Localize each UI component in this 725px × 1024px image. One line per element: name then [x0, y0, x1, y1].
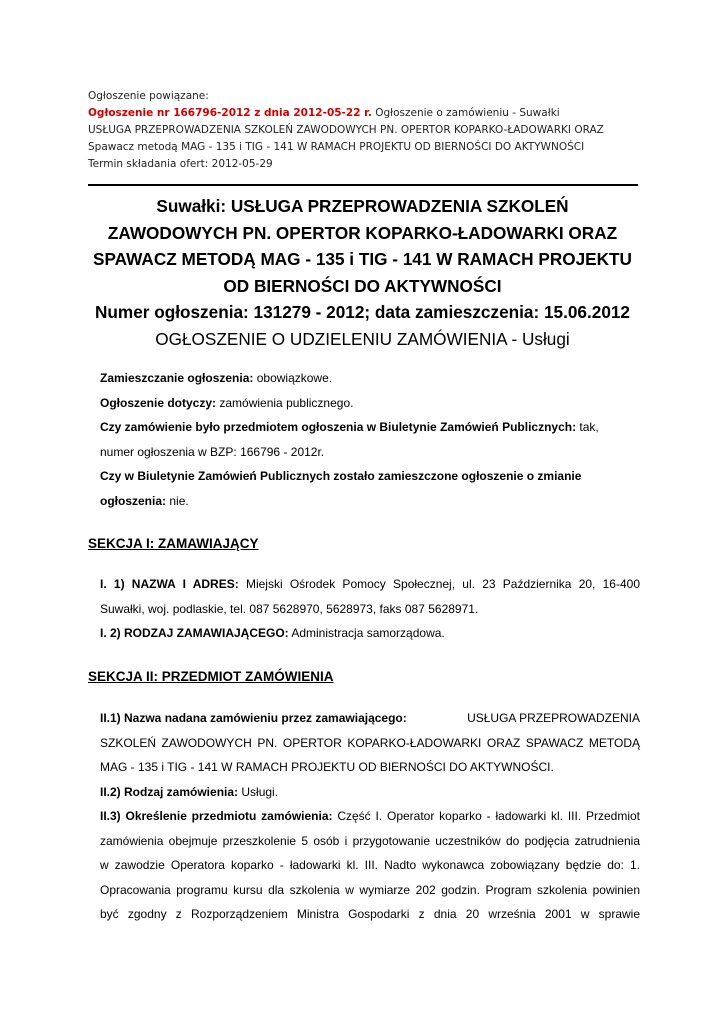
contracting-type [100, 621, 640, 646]
section-2-body [100, 706, 640, 927]
contract-name-label: II.1) Nazwa nadana zamówieniu przez zamawiającego: [100, 711, 407, 725]
contract-subject [100, 804, 640, 829]
section-1-body [100, 572, 640, 646]
contract-type-value: Usługi. [238, 784, 279, 799]
contract-subject-line-2: zamówienia obejmuje przeszkolenie 5 osób i przygotowanie uczestników do podjęcia zatrudnienia [100, 833, 640, 848]
field-publication-value: obowiązkowe. [253, 371, 333, 385]
field-bzp-number: numer ogłoszenia w BZP: 166796 - 2012r. [100, 444, 325, 459]
section-1-heading: SEKCJA I: ZAMAWIAJĄCY [88, 536, 259, 551]
related-line-2: USŁUGA PRZEPROWADZENIA SZKOLEŃ ZAWODOWYCH PN. OPERTOR KOPARKO-ŁADOWARKI ORAZ [88, 124, 604, 136]
related-line-1-rest: Ogłoszenie o zamówieniu - Suwałki [371, 107, 560, 119]
field-change [100, 489, 640, 514]
intro-fields [100, 366, 640, 513]
name-address-value: Miejski Ośrodek Pomocy Społecznej, ul. 23 Października 20, 16-400 [238, 577, 640, 591]
contract-name [100, 706, 640, 731]
related-line-3: Spawacz metodą MAG - 135 i TIG - 141 W RAMACH PROJEKTU OD BIERNOŚCI DO AKTYWNOŚCI [88, 141, 585, 153]
related-label: Ogłoszenie powiązane: [88, 90, 209, 102]
title-line-3: SPAWACZ METODĄ MAG - 135 i TIG - 141 W RAMACH PROJEKTU [93, 249, 632, 269]
title-line-2: ZAWODOWYCH PN. OPERTOR KOPARKO-ŁADOWARKI ORAZ [107, 222, 618, 243]
field-bzp-label: Czy zamówienie było przedmiotem ogłoszenia w Biuletynie Zamówień Publicznych: [100, 420, 577, 434]
page-title [70, 193, 655, 352]
field-change-label: Czy w Biuletynie Zamówień Publicznych zostało zamieszczone ogłoszenie o zmianie [100, 469, 582, 483]
field-concerns [100, 391, 640, 416]
section-2-heading: SEKCJA II: PRZEDMIOT ZAMÓWIENIA [88, 669, 334, 684]
contract-type [100, 780, 640, 805]
field-change-value: nie. [166, 493, 189, 508]
field-concerns-label: Ogłoszenie dotyczy: [100, 395, 217, 410]
field-publication-label: Zamieszczanie ogłoszenia: [100, 371, 254, 385]
name-address-line-2: Suwałki, woj. podlaskie, tel. 087 5628970, 5628973, faks 087 5628971. [100, 601, 479, 616]
field-change-label-2: ogłoszenia: [100, 493, 167, 508]
contract-subject-value: Część I. Operator koparko - ładowarki kl. III. Przedmiot [332, 809, 640, 823]
field-change-label-line1 [100, 464, 640, 489]
contract-subject-line-4: Opracowania programu kursu dla szkolenia w wymiarze 202 godzin. Program szkolenia powinien [100, 882, 640, 897]
contract-type-label: II.2) Rodzaj zamówienia: [100, 784, 239, 799]
field-publication [100, 366, 640, 391]
name-address-label: I. 1) NAZWA I ADRES: [100, 577, 239, 591]
related-notice [88, 88, 648, 173]
related-deadline: Termin składania ofert: 2012-05-29 [88, 158, 273, 170]
field-bzp-value: tak, [576, 420, 599, 434]
contracting-type-label: I. 2) RODZAJ ZAMAWIAJĄCEGO: [100, 626, 289, 640]
contract-name-line-2: SZKOLEŃ ZAWODOWYCH PN. OPERTOR KOPARKO-ŁADOWARKI ORAZ SPAWACZ METODĄ [100, 735, 640, 750]
notice-number: Numer ogłoszenia: 131279 - 2012; data zamieszczenia: 15.06.2012 [95, 302, 630, 322]
related-notice-link[interactable]: Ogłoszenie nr 166796-2012 z dnia 2012-05-22 r. [88, 107, 372, 119]
contract-name-value: USŁUGA PRZEPROWADZENIA [467, 711, 640, 725]
contract-subject-line-5: być zgodny z Rozporządzeniem Ministra Gospodarki z dnia 20 września 2001 w sprawie [100, 907, 640, 921]
title-line-1: Suwałki: USŁUGA PRZEPROWADZENIA SZKOLEŃ [156, 196, 569, 216]
contract-subject-label: II.3) Określenie przedmiotu zamówienia: [100, 809, 333, 823]
contract-name-line-3: MAG - 135 i TIG - 141 W RAMACH PROJEKTU OD BIERNOŚCI DO AKTYWNOŚCI. [100, 760, 554, 774]
notice-type: OGŁOSZENIE O UDZIELENIU ZAMÓWIENIA - Usługi [155, 328, 570, 349]
horizontal-divider [88, 184, 638, 186]
name-address [100, 572, 640, 597]
title-line-4: OD BIERNOŚCI DO AKTYWNOŚCI [223, 275, 502, 296]
related-line-1 [88, 105, 648, 122]
contract-subject-line-3: w zawodzie Operatora koparko - ładowarki kl. III. Nadto wykonawca zobowiązany będzie do: 1. [100, 858, 640, 872]
field-bzp [100, 415, 640, 440]
field-concerns-value: zamówienia publicznego. [216, 395, 354, 410]
contracting-type-value: Administracja samorządowa. [288, 626, 445, 640]
